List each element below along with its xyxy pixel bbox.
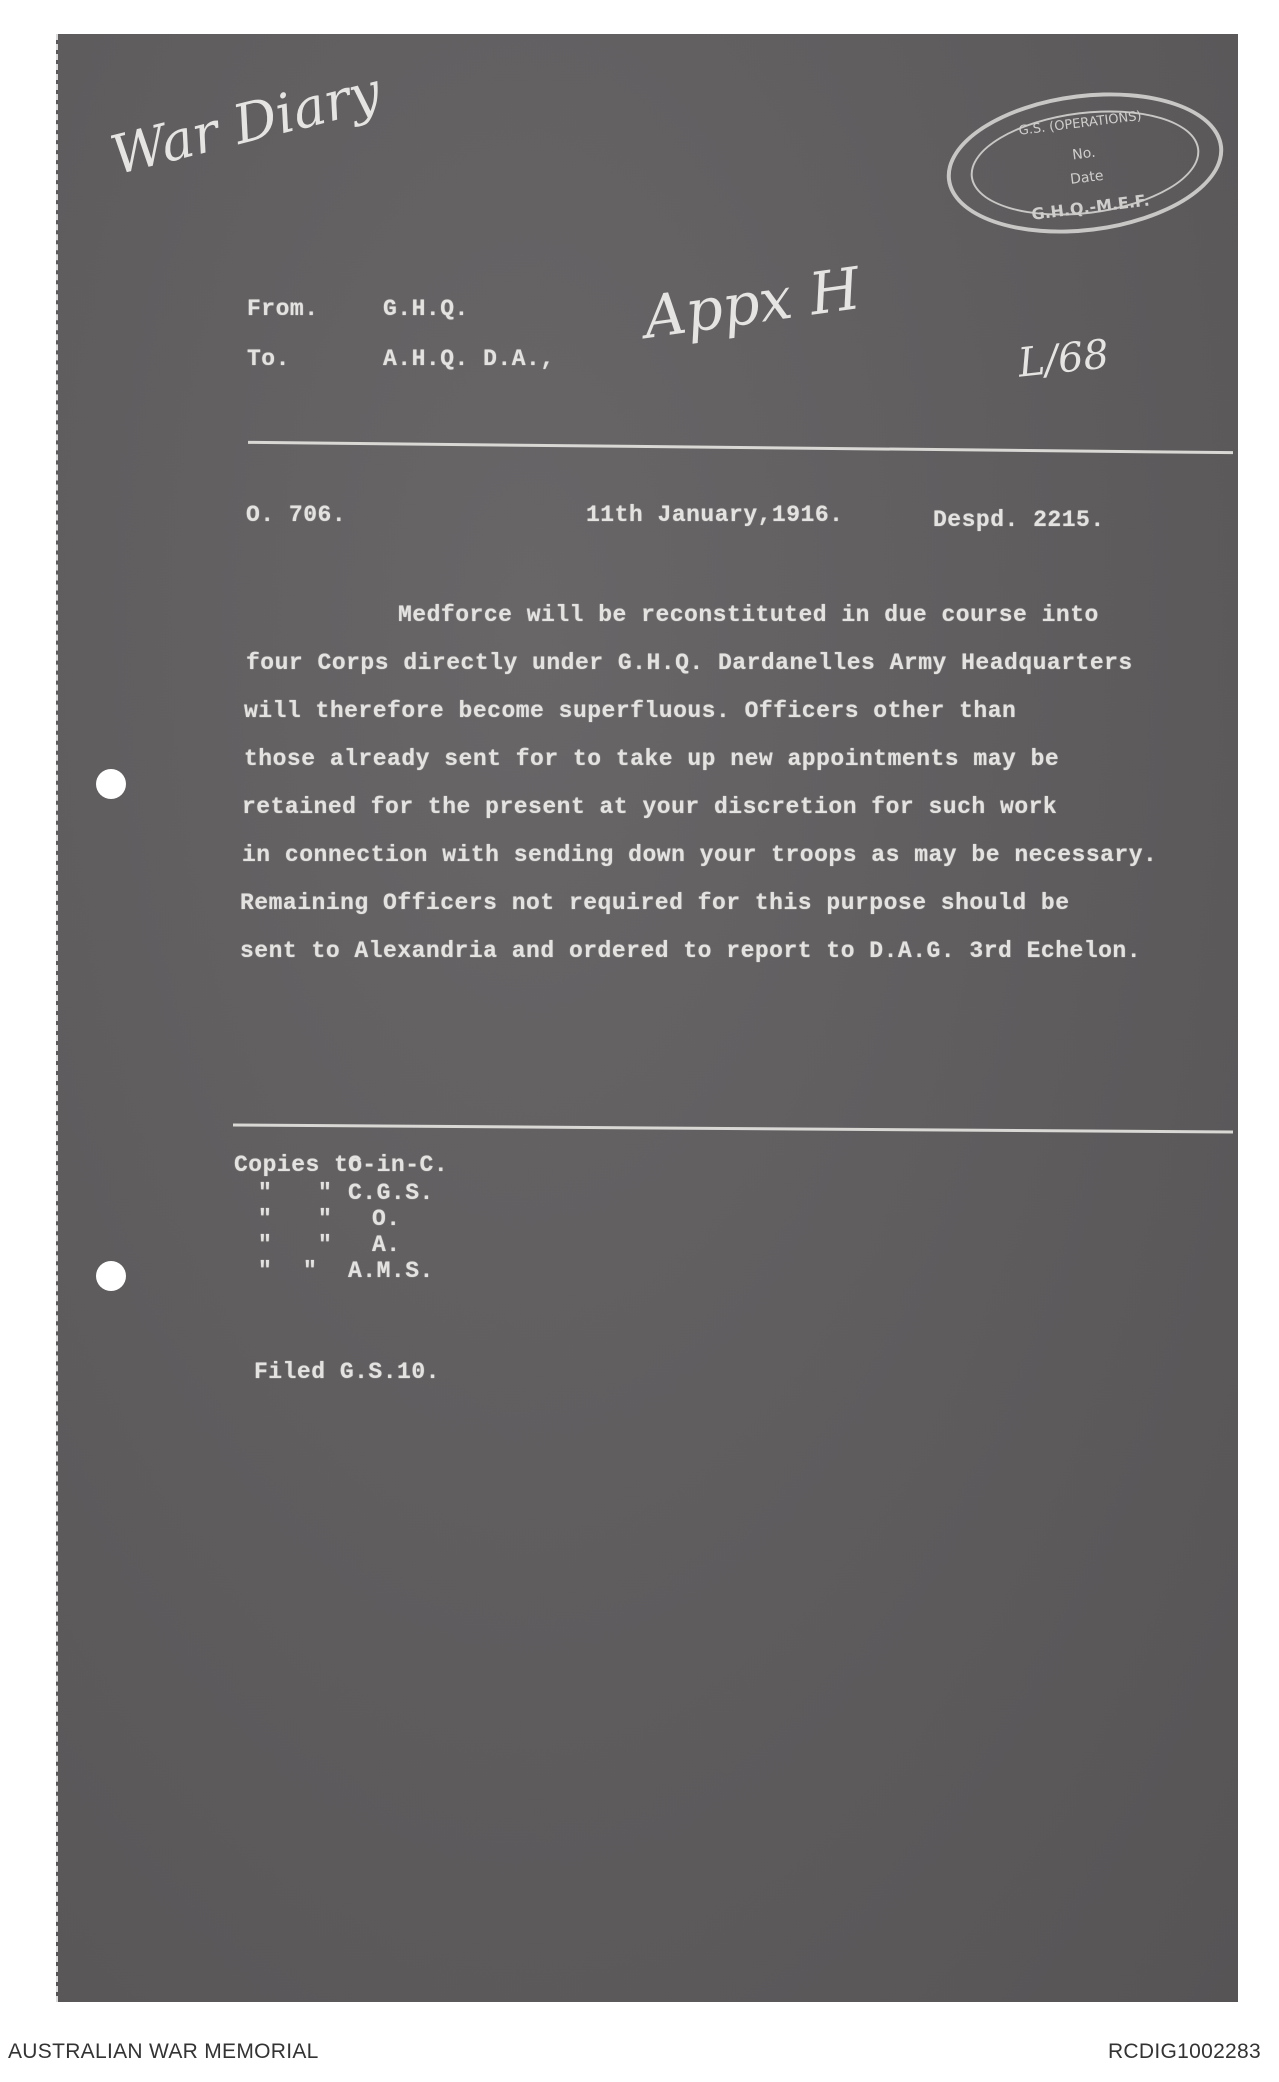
body-line: in connection with sending down your troops as may be necessary. [242, 842, 1158, 868]
to-value: A.H.Q. D.A., [383, 346, 555, 372]
body-line: will therefore become superfluous. Officers other than [244, 698, 1017, 724]
body-line: those already sent for to take up new appointments may be [244, 746, 1060, 772]
copy-recipient: C-in-C. [348, 1152, 449, 1178]
body-line: sent to Alexandria and ordered to report to D.A.G. 3rd Echelon. [240, 938, 1142, 964]
filed-reference: Filed G.S.10. [254, 1359, 440, 1385]
punch-hole [96, 769, 126, 799]
ditto-mark: " [303, 1258, 318, 1284]
ditto-mark: " [258, 1232, 273, 1258]
from-label: From. [247, 296, 319, 322]
body-line: Remaining Officers not required for this purpose should be [240, 890, 1070, 916]
body-line: four Corps directly under G.H.Q. Dardanelles Army Headquarters [246, 650, 1133, 676]
copy-recipient: A. [372, 1232, 401, 1258]
stamp-date-label: Date [1069, 167, 1105, 188]
copy-recipient: O. [372, 1206, 401, 1232]
ditto-mark: " [318, 1232, 333, 1258]
document-sheet [56, 34, 1238, 2002]
despatch-time: Despd. 2215. [933, 507, 1105, 533]
to-label: To. [247, 346, 290, 372]
stamp-no-label: No. [1071, 144, 1097, 164]
from-value: G.H.Q. [383, 296, 469, 322]
ditto-mark: " [258, 1258, 273, 1284]
footer-rule [233, 1124, 1233, 1134]
handwritten-folio: L/68 [1015, 331, 1112, 387]
footer-institution: AUSTRALIAN WAR MEMORIAL [8, 2040, 319, 2063]
footer-record-id: RCDIG1002283 [1107, 2040, 1261, 2063]
copy-recipient: A.M.S. [348, 1258, 434, 1284]
stamp-bottom-text: G.H.Q.-M.E.F. [1030, 190, 1151, 224]
ditto-mark: " [318, 1206, 333, 1232]
message-number: O. 706. [246, 502, 347, 528]
copy-recipient: C.G.S. [348, 1180, 434, 1206]
handwritten-appx: Appx H [639, 254, 865, 352]
copies-label: Copies to [234, 1152, 363, 1178]
stamp-top-text: G.S. (OPERATIONS) [1017, 108, 1143, 139]
punch-hole [96, 1261, 126, 1291]
body-line: Medforce will be reconstituted in due course into [398, 602, 1099, 628]
handwritten-war-diary: War Diary [104, 59, 387, 188]
message-date: 11th January,1916. [586, 502, 844, 528]
office-stamp [939, 78, 1232, 249]
body-line: retained for the present at your discretion for such work [242, 794, 1058, 820]
header-rule [248, 441, 1233, 454]
ditto-mark: " [318, 1180, 333, 1206]
ditto-mark: " [258, 1206, 273, 1232]
ditto-mark: " [258, 1180, 273, 1206]
